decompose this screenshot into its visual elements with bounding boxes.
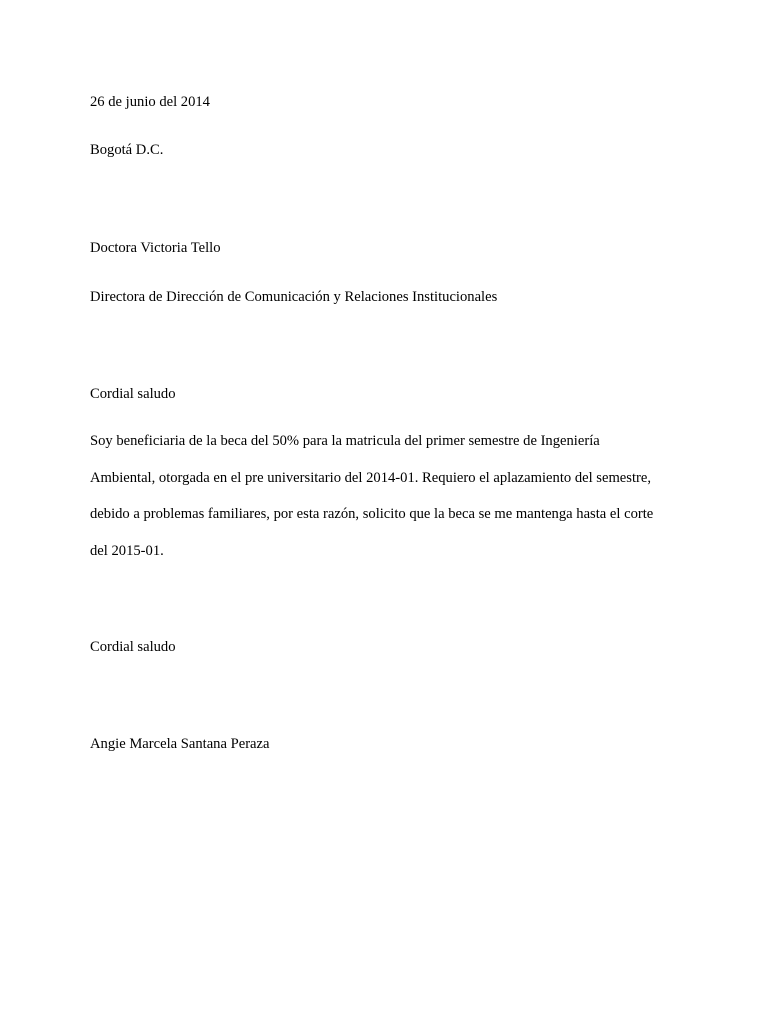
recipient-title: Directora de Dirección de Comunicación y Relaciones Institucionales [90,289,498,305]
letter-body [90,432,690,578]
body-line: debido a problemas familiares, por esta razón, solicito que la beca se me mantenga hasta el corte [90,506,654,522]
greeting: Cordial saludo [90,386,176,402]
letter-date: 26 de junio del 2014 [90,94,210,110]
body-line: Soy beneficiaria de la beca del 50% para la matricula del primer semestre de Ingeniería [90,433,600,449]
recipient-name: Doctora Victoria Tello [90,240,221,256]
closing: Cordial saludo [90,639,176,655]
letter-city: Bogotá D.C. [90,142,164,158]
signature-name: Angie Marcela Santana Peraza [90,736,270,752]
body-line: del 2015-01. [90,542,164,559]
body-line: Ambiental, otorgada en el pre universitario del 2014-01. Requiero el aplazamiento del semestre, [90,469,651,486]
